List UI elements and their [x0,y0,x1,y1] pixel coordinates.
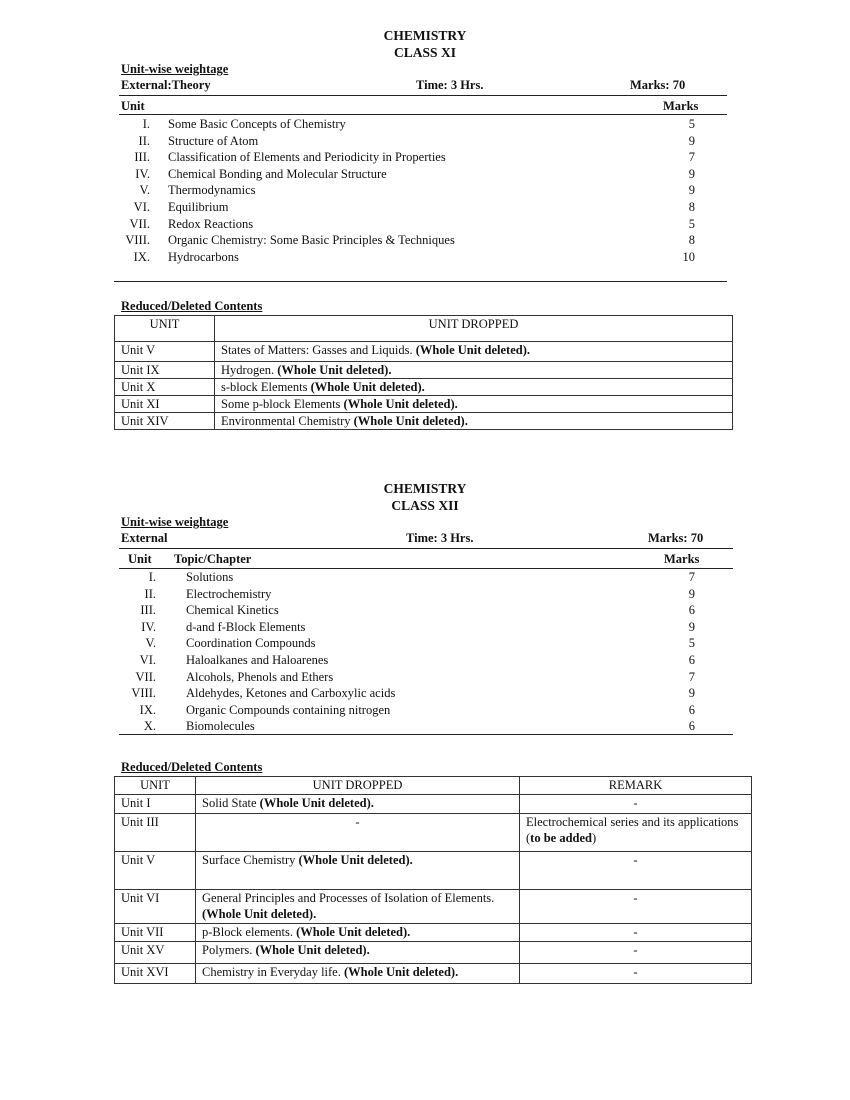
dropped-text: - [355,815,360,829]
dropped-text: p-Block elements. [202,925,293,939]
unit-marks: 8 [688,200,695,214]
xi-time: Time: 3 Hrs. [416,78,484,92]
unit-cell: Unit XVI [115,964,196,984]
divider [119,114,727,115]
xi-marks: Marks: 70 [630,78,686,92]
unit-marks: 9 [688,686,695,701]
dropped-text: Chemistry in Everyday life. [202,965,341,979]
xi-exam: External:Theory [121,78,211,92]
unit-number: III. [134,150,150,165]
deleted-note: (Whole Unit deleted). [353,414,468,428]
deleted-note: (Whole Unit deleted). [259,796,374,810]
deleted-note: (Whole Unit deleted). [296,925,411,939]
divider [119,95,727,96]
unit-marks: 6 [688,702,695,717]
unit-cell: Unit I [115,795,196,814]
header-unit: UNIT [115,316,215,342]
unit-marks: 9 [688,586,695,601]
remark-cell [520,924,752,942]
remark-text: - [633,965,638,979]
table-row [115,942,752,964]
unit-name: Classification of Elements and Periodicity in Properties [168,150,446,165]
dropped-text: Surface Chemistry [202,853,296,867]
deleted-note: (Whole Unit deleted). [343,965,459,979]
unit-marks: 7 [688,669,695,684]
unit-dropped-cell [215,396,733,413]
deleted-note: (Whole Unit deleted). [255,943,370,957]
unit-number: I. [142,117,150,131]
unit-marks: 7 [688,150,695,165]
unit-marks: 9 [688,133,695,148]
unit-name: Organic Chemistry: Some Basic Principles & Techniques [168,233,455,248]
unit-number: IX. [133,249,150,264]
unit-dropped-cell [196,795,520,814]
unit-dropped-cell [215,379,733,396]
dropped-text: Some p-block Elements [221,397,341,411]
xii-marks: Marks: 70 [648,531,704,545]
unit-cell: Unit VII [115,924,196,942]
unit-number: X. [143,719,156,734]
unit-marks: 9 [688,166,695,181]
xi-class: CLASS XI [394,45,456,60]
unit-number: VII. [129,216,150,231]
unit-name: Chemical Bonding and Molecular Structure [168,166,387,181]
unit-cell: Unit X [115,379,215,396]
unit-marks: 10 [682,249,695,264]
unit-number: V. [139,183,150,198]
unit-cell: Unit VI [115,890,196,924]
deleted-note: (Whole Unit deleted). [415,343,530,357]
unit-dropped-cell [215,413,733,430]
unit-name: Aldehydes, Ketones and Carboxylic acids [186,686,396,701]
unit-number: VI. [133,200,150,214]
unit-dropped-cell [196,964,520,984]
unit-cell: Unit IX [115,362,215,379]
unit-dropped-cell [196,852,520,890]
divider [119,734,733,735]
unit-number: V. [145,636,156,651]
unit-marks: 6 [688,653,695,667]
unit-number: IV. [141,619,156,634]
remark-cell [520,964,752,984]
unit-cell: Unit V [115,852,196,890]
dropped-text: Polymers. [202,943,253,957]
remark-cell [520,795,752,814]
table-row [115,413,733,430]
table-header-row [115,316,733,342]
remark-cell [520,890,752,924]
dropped-text: Hydrogen. [221,363,275,377]
xii-class: CLASS XII [391,498,459,513]
unit-dropped-cell [215,362,733,379]
unit-name: Solutions [186,570,234,584]
xi-title: CHEMISTRY [383,28,467,43]
table-row [115,814,752,852]
xii-reduced-label: Reduced/Deleted Contents [121,760,263,774]
unit-dropped-cell [196,924,520,942]
unit-name: Chemical Kinetics [186,603,279,618]
unit-name: Electrochemistry [186,586,272,601]
dropped-text: Solid State [202,796,257,810]
unit-number: VIII. [125,233,150,248]
unit-name: Biomolecules [186,719,255,734]
remark-cell [520,942,752,964]
table-row [115,890,752,924]
table-row [115,379,733,396]
unit-dropped-cell [215,342,733,362]
table-row [115,342,733,362]
xii-exam: External [121,531,168,545]
unit-dropped-cell [196,942,520,964]
unit-marks: 6 [688,603,695,618]
xi-col-marks: Marks [663,99,699,113]
divider [114,281,727,282]
unit-number: IX. [139,702,156,717]
unit-number: II. [138,133,150,148]
xii-time: Time: 3 Hrs. [406,531,474,545]
unit-name: Coordination Compounds [186,636,316,651]
xii-col-unit: Unit [128,552,152,566]
header-unit-dropped: UNIT DROPPED [215,316,733,342]
unit-cell: Unit XV [115,942,196,964]
unit-cell: Unit III [115,814,196,852]
unit-name: Redox Reactions [168,216,254,231]
xi-reduced-label: Reduced/Deleted Contents [121,299,263,313]
remark-cell [520,852,752,890]
xii-weightage-label: Unit-wise weightage [121,515,229,529]
unit-name: Structure of Atom [168,133,259,148]
unit-marks: 9 [688,619,695,634]
xii-col-topic: Topic/Chapter [174,552,252,566]
remark-text: Electrochemical series and its applications ( [526,815,739,845]
deleted-note: (Whole Unit deleted). [310,380,425,394]
remark-cell [520,814,752,852]
deleted-note: (Whole Unit deleted). [277,363,392,377]
unit-marks: 6 [688,719,695,734]
unit-number: VIII. [131,686,156,701]
xii-reduced-table [114,776,752,984]
remark-end: ) [592,831,597,845]
unit-marks: 5 [688,117,695,131]
dropped-text: States of Matters: Gasses and Liquids. [221,343,413,357]
unit-marks: 5 [688,636,695,651]
table-row [115,924,752,942]
remark-text: - [633,853,638,867]
table-row [115,396,733,413]
divider [119,548,733,549]
unit-cell: Unit XIV [115,413,215,430]
unit-number: VII. [135,669,156,684]
unit-name: Hydrocarbons [168,249,239,264]
unit-marks: 5 [688,216,695,231]
table-row [115,964,752,984]
xii-title: CHEMISTRY [383,481,467,496]
unit-number: II. [144,586,156,601]
deleted-note: (Whole Unit deleted). [343,397,458,411]
unit-name: Alcohols, Phenols and Ethers [186,669,334,684]
unit-number: VI. [139,653,156,667]
table-header-row [115,777,752,795]
header-unit-dropped: UNIT DROPPED [196,777,520,795]
unit-name: Haloalkanes and Haloarenes [186,653,329,667]
unit-name: Organic Compounds containing nitrogen [186,702,391,717]
deleted-note: (Whole Unit deleted). [202,907,317,921]
remark-text: - [633,796,638,810]
unit-cell: Unit V [115,342,215,362]
xi-reduced-table [114,315,733,430]
header-remark: REMARK [520,777,752,795]
dropped-text: s-block Elements [221,380,308,394]
unit-marks: 9 [688,183,695,198]
unit-name: Some Basic Concepts of Chemistry [168,117,346,131]
table-row [115,852,752,890]
deleted-note: (Whole Unit deleted). [298,853,413,867]
xi-weightage-label: Unit-wise weightage [121,62,229,76]
unit-name: d-and f-Block Elements [186,619,306,634]
remark-bold: to be added [530,831,592,845]
unit-marks: 7 [688,570,695,584]
unit-name: Equilibrium [168,200,229,214]
dropped-text: Environmental Chemistry [221,414,351,428]
xii-col-marks: Marks [664,552,700,566]
remark-text: - [633,943,638,957]
table-row [115,795,752,814]
unit-cell: Unit XI [115,396,215,413]
unit-number: III. [140,603,156,618]
table-row [115,362,733,379]
remark-text: - [633,891,638,905]
dropped-text: General Principles and Processes of Isolation of Elements. [202,891,495,905]
header-unit: UNIT [115,777,196,795]
unit-dropped-cell [196,814,520,852]
remark-text: - [633,925,638,939]
xi-col-unit: Unit [121,99,145,113]
unit-number: IV. [135,166,150,181]
unit-dropped-cell [196,890,520,924]
unit-number: I. [148,570,156,584]
unit-marks: 8 [688,233,695,248]
unit-name: Thermodynamics [168,183,256,198]
